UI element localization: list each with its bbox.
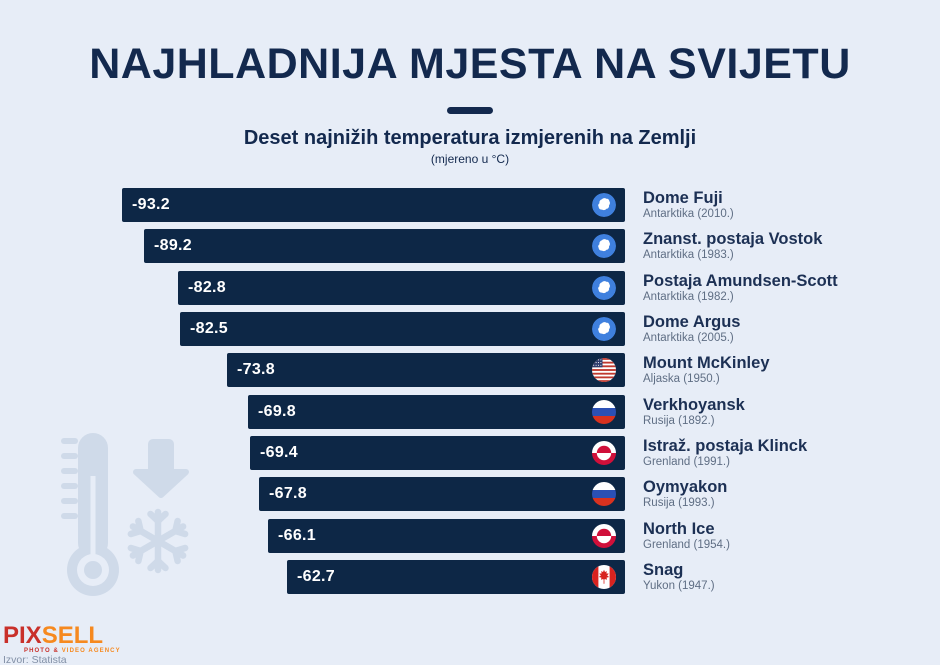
bar-row [0, 519, 940, 553]
temperature-bar [144, 229, 625, 263]
flag-icon-antarctica [592, 193, 616, 217]
bar-labels [643, 437, 807, 469]
place-name: Istraž. postaja Klinck [643, 437, 808, 456]
bar-labels [643, 520, 730, 552]
bar-row [0, 188, 940, 222]
bar-row [0, 560, 940, 594]
logo-text-sell: SELL [41, 622, 104, 649]
temperature-bar [227, 353, 625, 387]
bar-labels [643, 272, 838, 304]
temperature-value: -69.4 [260, 444, 298, 462]
bar-row [0, 477, 940, 511]
place-detail: Grenland (1991.) [643, 456, 730, 469]
temperature-value: -67.8 [269, 485, 307, 503]
unit-note: (mjereno u °C) [430, 152, 510, 166]
place-detail: Grenland (1954.) [643, 538, 730, 551]
flag-icon-canada [592, 565, 616, 589]
temperature-bar [178, 271, 625, 305]
flag-icon-russia [592, 400, 616, 424]
temperature-value: -82.5 [190, 320, 228, 338]
place-detail: Rusija (1993.) [643, 497, 715, 510]
bar-labels [643, 478, 727, 510]
bar-labels [643, 230, 822, 262]
temperature-value: -82.8 [188, 278, 226, 296]
place-name: Mount McKinley [643, 354, 770, 373]
source-text: Izvor: Statista [3, 654, 67, 665]
temperature-bar [259, 477, 625, 511]
place-name: Verkhoyansk [643, 395, 745, 414]
bar-row [0, 312, 940, 346]
flag-icon-antarctica [592, 234, 616, 258]
flag-icon-usa [592, 358, 616, 382]
temperature-bar [180, 312, 625, 346]
place-detail: Antarktika (1983.) [643, 249, 734, 262]
place-detail: Rusija (1892.) [643, 414, 715, 427]
temperature-bar [248, 395, 625, 429]
temperature-value: -62.7 [297, 568, 335, 586]
place-name: Dome Argus [643, 313, 741, 332]
bar-labels [643, 354, 770, 386]
logo-text-pix: PIX [3, 622, 42, 649]
flag-icon-antarctica [592, 317, 616, 341]
temperature-value: -69.8 [258, 402, 296, 420]
place-name: Snag [643, 561, 684, 580]
place-detail: Antarktika (1982.) [643, 290, 734, 303]
temperature-value: -66.1 [278, 526, 316, 544]
temperature-bar [250, 436, 625, 470]
bar-labels [643, 189, 734, 221]
temperature-bar [287, 560, 625, 594]
bar-labels [643, 561, 715, 593]
pixsell-logo [3, 624, 103, 648]
page-title: NAJHLADNIJA MJESTA NA SVIJETU [89, 40, 851, 88]
temperature-bar [268, 519, 625, 553]
place-name: Znanst. postaja Vostok [643, 230, 823, 249]
chart-subtitle: Deset najnižih temperatura izmjerenih na Zemlji [243, 127, 697, 149]
temperature-value: -93.2 [132, 196, 170, 213]
flag-icon-antarctica [592, 276, 616, 300]
flag-icon-greenland [592, 524, 616, 548]
bar-row [0, 436, 940, 470]
place-name: Postaja Amundsen-Scott [643, 271, 838, 290]
bar-row [0, 229, 940, 263]
place-name: North Ice [643, 519, 715, 538]
flag-icon-greenland [592, 441, 616, 465]
bar-row [0, 353, 940, 387]
bar-row [0, 271, 940, 305]
place-detail: Antarktika (2010.) [643, 208, 734, 220]
place-detail: Yukon (1947.) [643, 580, 715, 593]
temperature-bar [122, 188, 625, 222]
place-name: Dome Fuji [643, 189, 723, 207]
temperature-value: -73.8 [237, 361, 275, 379]
logo-tagline: PHOTO & VIDEO AGENCY [24, 648, 121, 654]
place-detail: Aljaska (1950.) [643, 373, 720, 386]
place-name: Oymyakon [643, 478, 728, 497]
place-detail: Antarktika (2005.) [643, 332, 734, 345]
flag-icon-russia [592, 482, 616, 506]
bar-labels [643, 396, 745, 428]
bar-row [0, 395, 940, 429]
bar-labels [643, 313, 741, 345]
temperature-value: -89.2 [154, 237, 192, 255]
